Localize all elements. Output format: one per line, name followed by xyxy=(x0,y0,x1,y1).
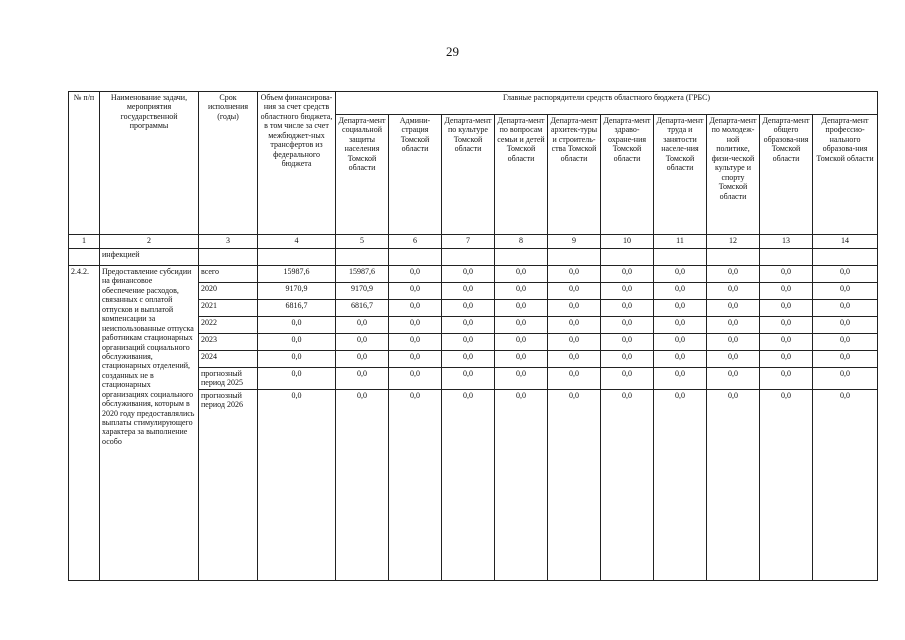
item-number: 2.4.2. xyxy=(69,266,100,581)
value-cell: 0,0 xyxy=(760,300,813,317)
value-cell: 0,0 xyxy=(707,334,760,351)
value-cell: 0,0 xyxy=(442,266,495,283)
value-cell: 0,0 xyxy=(495,317,548,334)
value-cell: 0,0 xyxy=(389,389,442,580)
value-cell: 0,0 xyxy=(760,317,813,334)
value-cell: 0,0 xyxy=(548,317,601,334)
value-cell: 15987,6 xyxy=(336,266,389,283)
volume-cell: 0,0 xyxy=(258,351,336,368)
value-cell: 0,0 xyxy=(760,334,813,351)
term-cell: прогнозный период 2026 xyxy=(199,389,258,580)
table-row xyxy=(69,266,878,283)
value-cell: 0,0 xyxy=(707,317,760,334)
volume-cell: 15987,6 xyxy=(258,266,336,283)
value-cell: 0,0 xyxy=(654,334,707,351)
value-cell: 0,0 xyxy=(442,317,495,334)
value-cell: 0,0 xyxy=(601,351,654,368)
value-cell: 0,0 xyxy=(813,300,878,317)
column-number: 1 xyxy=(69,235,100,249)
value-cell: 0,0 xyxy=(389,300,442,317)
header-volume: Объем финансирова-ния за счет средств областного бюджета, в том числе за счет межбюджет-ных трансфертов из федерального бюджета xyxy=(258,92,336,235)
column-number: 11 xyxy=(654,235,707,249)
header-name: Наименование задачи, мероприятия государственной программы xyxy=(100,92,199,235)
value-cell: 0,0 xyxy=(442,351,495,368)
value-cell: 0,0 xyxy=(495,300,548,317)
value-cell: 0,0 xyxy=(548,389,601,580)
column-number: 6 xyxy=(389,235,442,249)
value-cell: 0,0 xyxy=(442,300,495,317)
budget-table xyxy=(68,91,878,581)
value-cell: 0,0 xyxy=(336,368,389,390)
column-number: 2 xyxy=(100,235,199,249)
term-cell: 2021 xyxy=(199,300,258,317)
volume-cell: 0,0 xyxy=(258,368,336,390)
value-cell: 0,0 xyxy=(707,283,760,300)
value-cell: 0,0 xyxy=(601,283,654,300)
value-cell: 0,0 xyxy=(760,368,813,390)
value-cell: 0,0 xyxy=(654,283,707,300)
continuation-text: инфекцией xyxy=(100,249,199,266)
value-cell: 0,0 xyxy=(813,389,878,580)
value-cell: 0,0 xyxy=(442,389,495,580)
value-cell: 0,0 xyxy=(336,389,389,580)
header-department: Департа-мент по культуре Томской области xyxy=(442,115,495,235)
value-cell: 0,0 xyxy=(548,283,601,300)
value-cell: 0,0 xyxy=(548,351,601,368)
term-cell: 2023 xyxy=(199,334,258,351)
column-number: 4 xyxy=(258,235,336,249)
value-cell: 0,0 xyxy=(707,266,760,283)
value-cell: 0,0 xyxy=(813,283,878,300)
volume-cell: 6816,7 xyxy=(258,300,336,317)
value-cell: 0,0 xyxy=(707,300,760,317)
column-number: 13 xyxy=(760,235,813,249)
value-cell: 0,0 xyxy=(442,334,495,351)
value-cell: 0,0 xyxy=(654,389,707,580)
value-cell: 0,0 xyxy=(389,266,442,283)
value-cell: 0,0 xyxy=(336,317,389,334)
value-cell: 0,0 xyxy=(389,334,442,351)
value-cell: 0,0 xyxy=(336,334,389,351)
header-department: Департа-мент профессио-нального образова-ния Томской области xyxy=(813,115,878,235)
value-cell: 0,0 xyxy=(442,368,495,390)
value-cell: 0,0 xyxy=(707,368,760,390)
value-cell: 6816,7 xyxy=(336,300,389,317)
value-cell: 0,0 xyxy=(654,266,707,283)
column-number: 10 xyxy=(601,235,654,249)
header-department: Департа-мент по вопросам семьи и детей Томской области xyxy=(495,115,548,235)
header-department: Департа-мент по молодеж-ной политике, физи-ческой культуре и спорту Томской области xyxy=(707,115,760,235)
value-cell: 0,0 xyxy=(654,368,707,390)
value-cell: 0,0 xyxy=(813,266,878,283)
column-number: 12 xyxy=(707,235,760,249)
value-cell: 0,0 xyxy=(601,317,654,334)
value-cell: 0,0 xyxy=(760,351,813,368)
column-number: 9 xyxy=(548,235,601,249)
header-department: Админи-страция Томской области xyxy=(389,115,442,235)
column-number: 7 xyxy=(442,235,495,249)
value-cell: 0,0 xyxy=(813,334,878,351)
volume-cell: 0,0 xyxy=(258,334,336,351)
value-cell: 0,0 xyxy=(601,368,654,390)
header-department: Департа-мент здраво-охране-ния Томской области xyxy=(601,115,654,235)
value-cell: 0,0 xyxy=(760,389,813,580)
column-number: 14 xyxy=(813,235,878,249)
value-cell: 0,0 xyxy=(654,317,707,334)
volume-cell: 9170,9 xyxy=(258,283,336,300)
value-cell: 0,0 xyxy=(495,266,548,283)
value-cell: 0,0 xyxy=(389,317,442,334)
value-cell: 0,0 xyxy=(654,300,707,317)
value-cell: 0,0 xyxy=(495,368,548,390)
header-department: Департа-мент архитек-туры и строитель-ства Томской области xyxy=(548,115,601,235)
page-number: 29 xyxy=(446,44,459,59)
term-cell: прогнозный период 2025 xyxy=(199,368,258,390)
value-cell: 0,0 xyxy=(813,351,878,368)
value-cell: 0,0 xyxy=(601,334,654,351)
value-cell: 0,0 xyxy=(495,283,548,300)
item-name: Предоставление субсидии на финансовое обеспечение расходов, связанных с оплатой отпусков и выплатой компенсации за неиспользованные отпуска работникам стационарных организаций социального обслуживания, стационарных отделений, созданных не в стационарных организациях социального обслуживания, которым в 2020 году предоставлялись выплаты стимулирующего характера за выполнение особо xyxy=(100,266,199,581)
value-cell: 0,0 xyxy=(760,266,813,283)
value-cell: 0,0 xyxy=(442,283,495,300)
value-cell: 0,0 xyxy=(760,283,813,300)
value-cell: 0,0 xyxy=(601,389,654,580)
value-cell: 0,0 xyxy=(495,389,548,580)
volume-cell: 0,0 xyxy=(258,389,336,580)
term-cell: 2022 xyxy=(199,317,258,334)
value-cell: 0,0 xyxy=(813,368,878,390)
value-cell: 0,0 xyxy=(654,351,707,368)
volume-cell: 0,0 xyxy=(258,317,336,334)
column-number-row xyxy=(69,235,878,249)
column-number: 5 xyxy=(336,235,389,249)
column-number: 3 xyxy=(199,235,258,249)
value-cell: 0,0 xyxy=(495,351,548,368)
header-department: Департа-мент социальной защиты населения Томской области xyxy=(336,115,389,235)
value-cell: 0,0 xyxy=(548,334,601,351)
header-department: Департа-мент труда и занятости населе-ния Томской области xyxy=(654,115,707,235)
header-grbs: Главные распорядители средств областного бюджета (ГРБС) xyxy=(336,92,878,115)
term-cell: всего xyxy=(199,266,258,283)
value-cell: 0,0 xyxy=(336,351,389,368)
value-cell: 0,0 xyxy=(548,300,601,317)
value-cell: 0,0 xyxy=(601,266,654,283)
value-cell: 0,0 xyxy=(813,317,878,334)
column-number: 8 xyxy=(495,235,548,249)
term-cell: 2020 xyxy=(199,283,258,300)
value-cell: 0,0 xyxy=(389,351,442,368)
value-cell: 9170,9 xyxy=(336,283,389,300)
value-cell: 0,0 xyxy=(548,266,601,283)
header-num: № п/п xyxy=(69,92,100,235)
value-cell: 0,0 xyxy=(389,283,442,300)
continuation-row xyxy=(69,249,878,266)
value-cell: 0,0 xyxy=(495,334,548,351)
value-cell: 0,0 xyxy=(707,351,760,368)
value-cell: 0,0 xyxy=(389,368,442,390)
header-department: Департа-мент общего образова-ния Томской области xyxy=(760,115,813,235)
term-cell: 2024 xyxy=(199,351,258,368)
value-cell: 0,0 xyxy=(707,389,760,580)
value-cell: 0,0 xyxy=(601,300,654,317)
header-term: Срок исполнения (годы) xyxy=(199,92,258,235)
value-cell: 0,0 xyxy=(548,368,601,390)
